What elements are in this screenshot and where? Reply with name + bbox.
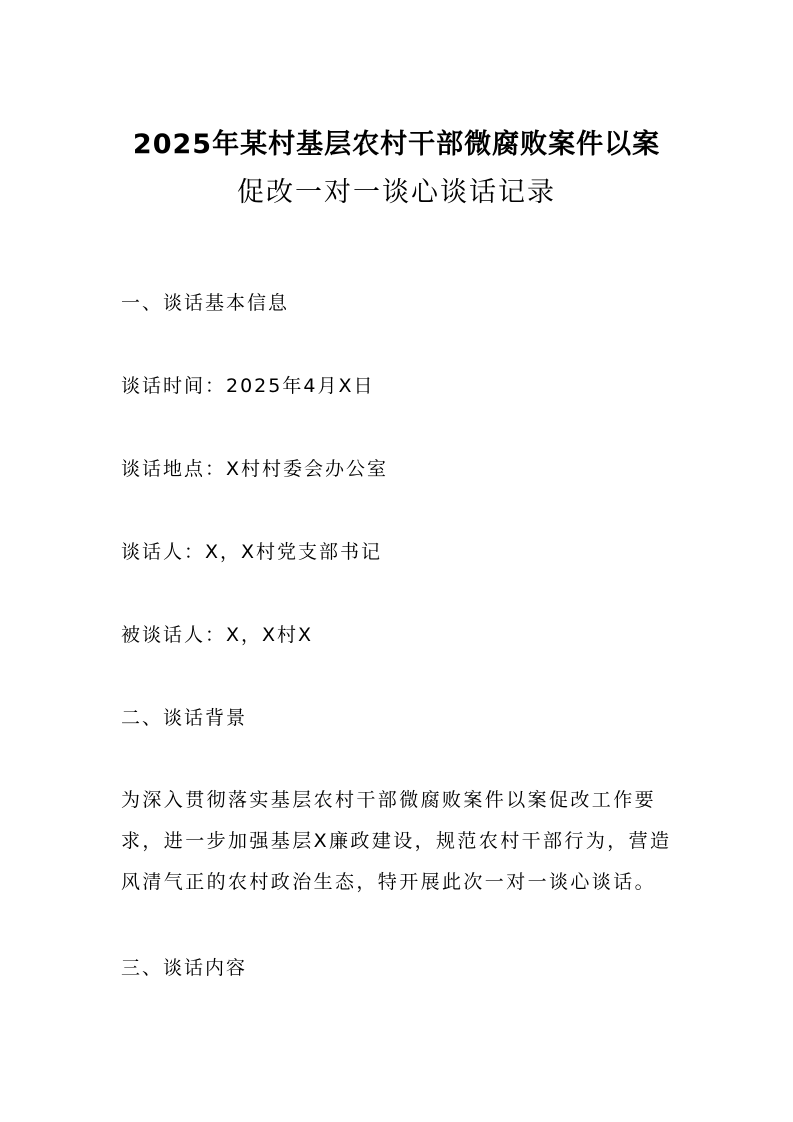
background-paragraph [121, 780, 681, 903]
background-line: 为深入贯彻落实基层农村干部微腐败案件以案促改工作要 [121, 789, 657, 811]
document-title-line-1: 2025年某村基层农村干部微腐败案件以案 [132, 129, 661, 160]
background-line: 求，进一步加强基层X廉政建设，规范农村干部行为，营造 [121, 830, 672, 852]
talk-time: 谈话时间：2025年4月X日 [121, 375, 375, 397]
background-line: 风清气正的农村政治生态，特开展此次一对一谈心谈话。 [121, 871, 657, 893]
section-heading-content: 三、谈话内容 [121, 957, 248, 979]
section-heading-basic-info: 一、谈话基本信息 [121, 292, 290, 314]
section-heading-background: 二、谈话背景 [121, 707, 248, 729]
interviewee: 被谈话人：X，X村X [121, 624, 314, 646]
talk-place: 谈话地点：X村村委会办公室 [121, 458, 389, 480]
document-title-line-2: 促改一对一谈心谈话记录 [237, 177, 556, 208]
interviewer: 谈话人：X，X村党支部书记 [121, 541, 383, 563]
